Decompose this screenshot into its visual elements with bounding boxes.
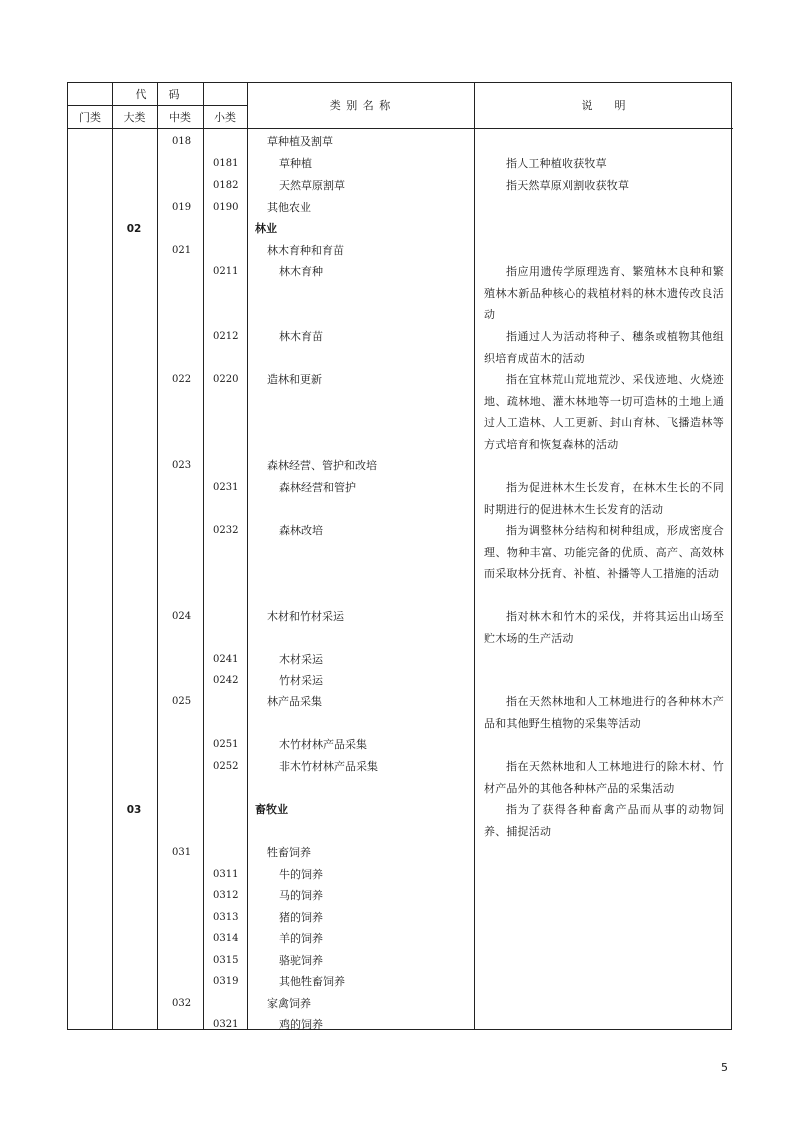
da-code: [112, 1014, 156, 1036]
xiao-code: [204, 691, 247, 713]
category-name: 造林和更新: [267, 373, 322, 386]
xiao-code: 0242: [213, 675, 239, 686]
code-header: 代 码: [135, 88, 180, 101]
da-code: [112, 520, 156, 542]
table-row: [68, 691, 733, 713]
table-row: [68, 864, 733, 886]
zhong-code: 021: [172, 245, 192, 256]
zhong-code: [157, 649, 203, 671]
da-code: [112, 197, 156, 219]
zhong-code: 019: [172, 202, 192, 213]
category-name: 竹材采运: [279, 674, 323, 687]
category-name: 草种植: [279, 157, 312, 170]
header-bottom-line: [68, 128, 733, 129]
da-code: [112, 928, 156, 950]
da-code: [112, 606, 156, 628]
category-note: 指对林木和竹木的采伐，并将其运出山场至贮木场的生产活动: [484, 610, 724, 645]
xiao-code: [204, 799, 247, 821]
da-code: [112, 131, 156, 153]
category-name: 骆驼饲养: [279, 954, 323, 967]
category-name: 其他牲畜饲养: [279, 975, 345, 988]
category-note: 指为调整林分结构和树种组成，形成密度合理、物种丰富、功能完备的优质、高产、高效林而采取林分抚育、补植、补播等人工措施的活动: [484, 524, 724, 581]
da-code: [112, 649, 156, 671]
category-note: 指通过人为活动将种子、穗条或植物其他组织培育成苗木的活动: [484, 330, 724, 365]
men-header: 门类: [79, 111, 101, 124]
zhong-code: [157, 950, 203, 972]
da-code: [112, 950, 156, 972]
table-row: [68, 842, 733, 864]
zhong-code: [157, 756, 203, 778]
table-row: [68, 218, 733, 240]
table-row: [68, 734, 733, 756]
xiao-code: 0313: [213, 912, 239, 923]
table-row: [68, 131, 733, 153]
zhong-code: [157, 885, 203, 907]
zhong-code: 018: [172, 136, 192, 147]
da-code: [112, 240, 156, 262]
da-code: [112, 993, 156, 1015]
xiao-code: 0252: [213, 761, 239, 772]
zhong-code: [157, 864, 203, 886]
category-name: 马的饲养: [279, 889, 323, 902]
zhong-code: 022: [172, 374, 192, 385]
table-row: [68, 477, 733, 499]
table-row: [68, 520, 733, 542]
da-code: [112, 756, 156, 778]
zhong-code: [157, 928, 203, 950]
table-row: [68, 326, 733, 348]
category-note: 指为了获得各种畜禽产品而从事的动物饲养、捕捉活动: [484, 803, 724, 838]
table-row: [68, 261, 733, 283]
category-name: 木材采运: [279, 653, 323, 666]
table-row: [68, 950, 733, 972]
xiao-code: 0212: [213, 331, 239, 342]
note-header: 说 明: [581, 99, 626, 112]
da-code: 02: [126, 223, 142, 235]
xiao-code: 0312: [213, 890, 239, 901]
xiao-code: [204, 240, 247, 262]
xiao-code: [204, 606, 247, 628]
xiao-code: 0190: [213, 202, 239, 213]
zhong-code: [157, 261, 203, 283]
category-name: 家禽饲养: [267, 997, 311, 1010]
category-name: 畜牧业: [255, 803, 288, 816]
table-row: [68, 971, 733, 993]
zhong-code: 031: [172, 847, 192, 858]
xiao-code: 0311: [213, 869, 239, 880]
da-code: [112, 477, 156, 499]
zhong-code: [157, 734, 203, 756]
da-code: [112, 691, 156, 713]
category-note: 指在宜林荒山荒地荒沙、采伐迹地、火烧迹地、疏林地、灌木林地等一切可造林的土地上通过人工造林、人工更新、封山育林、飞播造林等方式培育和恢复森林的活动: [484, 373, 724, 451]
table-row: [68, 649, 733, 671]
zhong-code: [157, 907, 203, 929]
category-note: 指天然草原刈割收获牧草: [506, 179, 630, 192]
table-row: [68, 885, 733, 907]
table-row: [68, 240, 733, 262]
category-name: 木材和竹材采运: [267, 610, 344, 623]
xiao-code: 0251: [213, 739, 239, 750]
category-name: 林业: [255, 222, 277, 235]
xiao-code: 0231: [213, 482, 239, 493]
da-code: [112, 971, 156, 993]
category-name: 森林经营和管护: [279, 481, 356, 494]
xiao-code: [204, 218, 247, 240]
da-code: [112, 907, 156, 929]
category-name: 其他农业: [267, 201, 311, 214]
da-code: [112, 842, 156, 864]
category-name: 林木育种: [279, 265, 323, 278]
table-row: [68, 993, 733, 1015]
category-name: 羊的饲养: [279, 932, 323, 945]
category-name: 猪的饲养: [279, 911, 323, 924]
da-code: [112, 670, 156, 692]
table-row: [68, 670, 733, 692]
xiao-code: 0232: [213, 525, 239, 536]
xiao-code: 0319: [213, 976, 239, 987]
xiao-code: 0220: [213, 374, 239, 385]
zhong-code: 024: [172, 611, 192, 622]
da-header: 大类: [123, 111, 146, 124]
xiao-header: 小类: [214, 111, 236, 124]
table-row: [68, 197, 733, 219]
xiao-code: [204, 993, 247, 1015]
table-row: [68, 153, 733, 175]
xiao-code: [204, 842, 247, 864]
page-number: 5: [721, 1061, 728, 1074]
category-name: 鸡的饲养: [279, 1018, 323, 1031]
da-code: [112, 326, 156, 348]
zhong-code: [157, 326, 203, 348]
category-note: 指为促进林木生长发育，在林木生长的不同时期进行的促进林木生长发育的活动: [484, 481, 724, 516]
zhong-code: [157, 153, 203, 175]
category-note: 指应用遗传学原理选育、繁殖林木良种和繁殖林木新品种核心的栽植材料的林木遗传改良活动: [484, 265, 724, 322]
category-name: 非木竹材林产品采集: [279, 760, 378, 773]
xiao-code: 0321: [213, 1019, 239, 1030]
category-name: 牛的饲养: [279, 868, 323, 881]
da-code: [112, 455, 156, 477]
category-name: 林产品采集: [267, 695, 322, 708]
zhong-code: [157, 175, 203, 197]
category-name: 林木育种和育苗: [267, 244, 344, 257]
da-code: [112, 153, 156, 175]
zhong-code: [157, 1014, 203, 1036]
xiao-code: 0314: [213, 933, 239, 944]
zhong-code: 025: [172, 696, 192, 707]
table-row: [68, 1014, 733, 1036]
category-name: 木竹材林产品采集: [279, 738, 367, 751]
zhong-code: 023: [172, 460, 192, 471]
category-name: 森林改培: [279, 524, 323, 537]
xiao-code: 0182: [213, 180, 239, 191]
xiao-code: 0181: [213, 158, 239, 169]
xiao-code: 0211: [213, 266, 239, 277]
zhong-code: [157, 520, 203, 542]
xiao-code: [204, 131, 247, 153]
category-name: 牲畜饲养: [267, 846, 311, 859]
table-row: [68, 928, 733, 950]
xiao-code: 0315: [213, 955, 239, 966]
da-code: [112, 864, 156, 886]
category-note: 指人工种植收获牧草: [506, 157, 607, 170]
category-name: 林木育苗: [279, 330, 323, 343]
zhong-code: [157, 477, 203, 499]
table-row: [68, 756, 733, 778]
zhong-header: 中类: [169, 111, 191, 124]
zhong-code: [157, 218, 203, 240]
category-name: 森林经营、管护和改培: [267, 459, 377, 472]
table-row: [68, 369, 733, 391]
zhong-code: [157, 670, 203, 692]
da-code: [112, 261, 156, 283]
da-code: [112, 175, 156, 197]
classification-table: [67, 82, 732, 1030]
da-code: [112, 369, 156, 391]
da-code: [112, 734, 156, 756]
name-header: 类 别 名 称: [329, 99, 392, 112]
da-code: [112, 885, 156, 907]
zhong-code: [157, 971, 203, 993]
table-row: [68, 606, 733, 628]
da-code: 03: [126, 804, 142, 816]
zhong-code: [157, 799, 203, 821]
header-divider: [68, 105, 247, 106]
table-row: [68, 455, 733, 477]
table-row: [68, 799, 733, 821]
category-note: 指在天然林地和人工林地进行的除木材、竹材产品外的其他各种林产品的采集活动: [484, 760, 724, 795]
zhong-code: 032: [172, 998, 192, 1009]
xiao-code: 0241: [213, 654, 239, 665]
category-name: 天然草原割草: [279, 179, 345, 192]
category-name: 草种植及割草: [267, 135, 333, 148]
table-row: [68, 907, 733, 929]
table-row: [68, 175, 733, 197]
xiao-code: [204, 455, 247, 477]
category-note: 指在天然林地和人工林地进行的各种林木产品和其他野生植物的采集等活动: [484, 695, 724, 730]
